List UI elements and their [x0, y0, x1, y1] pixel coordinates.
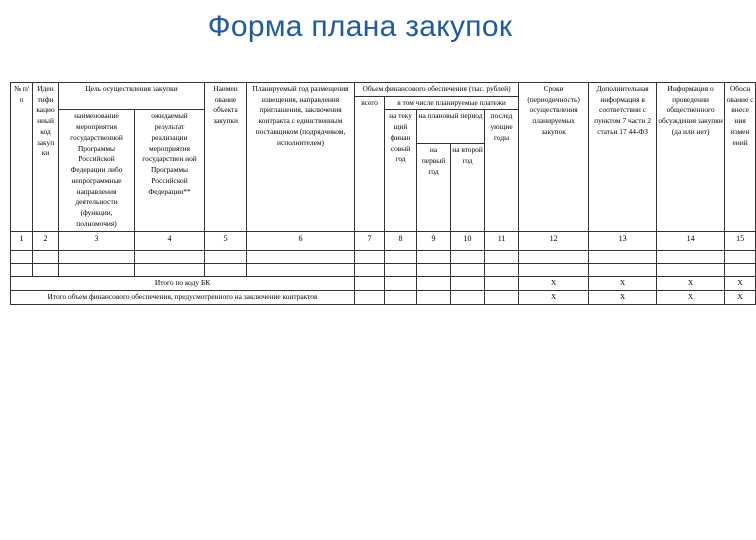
total-overall-row [11, 290, 756, 304]
table-row [11, 250, 756, 263]
total-mark: Х [725, 276, 756, 290]
header-purpose: Цель осуществления закупки [59, 83, 205, 110]
header-total: всего [355, 96, 385, 231]
column-number: 8 [385, 231, 417, 250]
header-planned-payments: в том числе планируемые платежи [385, 96, 519, 110]
total-mark: Х [657, 290, 725, 304]
column-number: 11 [485, 231, 519, 250]
header-terms: Сроки (периодичность) осуществления планируемых закупок [519, 83, 589, 232]
header-first-year: на первый год [417, 144, 451, 231]
header-id-code: Иден тифи кацио нный код закуп ки [33, 83, 59, 232]
column-number: 9 [417, 231, 451, 250]
header-following-years: послед ующие годы [485, 110, 519, 231]
total-kbk-row [11, 276, 756, 290]
header-public-discussion: Информация о проведении общественного обсуждения закупки (да или нет) [657, 83, 725, 232]
column-number: 15 [725, 231, 756, 250]
header-justification: Обосн ование с внесе ния измен ений [725, 83, 756, 232]
total-mark: Х [589, 290, 657, 304]
header-object-name: Наимен ование объекта закупки [205, 83, 247, 232]
total-overall-label: Итого объем финансового обеспечения, предусмотренного на заключение контрактов [11, 290, 355, 304]
column-number: 14 [657, 231, 725, 250]
total-kbk-label: Итого по коду БК [11, 276, 355, 290]
total-mark: Х [657, 276, 725, 290]
header-program-activity: наименование мероприятия государственной Программы Российской Федерации либо непрограммные направления деятельности (функции, полномочия) [59, 110, 135, 231]
header-number: № п/ п [11, 83, 33, 232]
total-mark: Х [519, 276, 589, 290]
total-mark: Х [519, 290, 589, 304]
column-number: 13 [589, 231, 657, 250]
column-number: 12 [519, 231, 589, 250]
header-row-1 [11, 83, 756, 97]
column-number: 7 [355, 231, 385, 250]
header-current-year: на теку щий финан совый год [385, 110, 417, 231]
header-financing: Объем финансового обеспечения (тыс. рублей) [355, 83, 519, 97]
column-number: 10 [451, 231, 485, 250]
column-number: 6 [247, 231, 355, 250]
table-row [11, 263, 756, 276]
column-number: 2 [33, 231, 59, 250]
total-mark: Х [589, 276, 657, 290]
header-additional-info: Дополнительная информация в соответствии с пунктом 7 части 2 статьи 17 44-ФЗ [589, 83, 657, 232]
procurement-plan-table [10, 82, 756, 305]
header-second-year: на второй год [451, 144, 485, 231]
total-mark: Х [725, 290, 756, 304]
header-expected-result: ожидаемый результат реализации мероприятия государствен ной Программы Российской Федерации** [135, 110, 205, 231]
column-number: 3 [59, 231, 135, 250]
page-title: Форма плана закупок [207, 10, 513, 43]
column-number-row [11, 231, 756, 250]
column-number: 5 [205, 231, 247, 250]
header-planned-year: Планируемый год размещения извещения, направления приглашения, заключения контракта с единственным поставщиком (подрядчиком, исполнителем) [247, 83, 355, 232]
column-number: 4 [135, 231, 205, 250]
header-planning-period: на плановый период [417, 110, 485, 144]
column-number: 1 [11, 231, 33, 250]
